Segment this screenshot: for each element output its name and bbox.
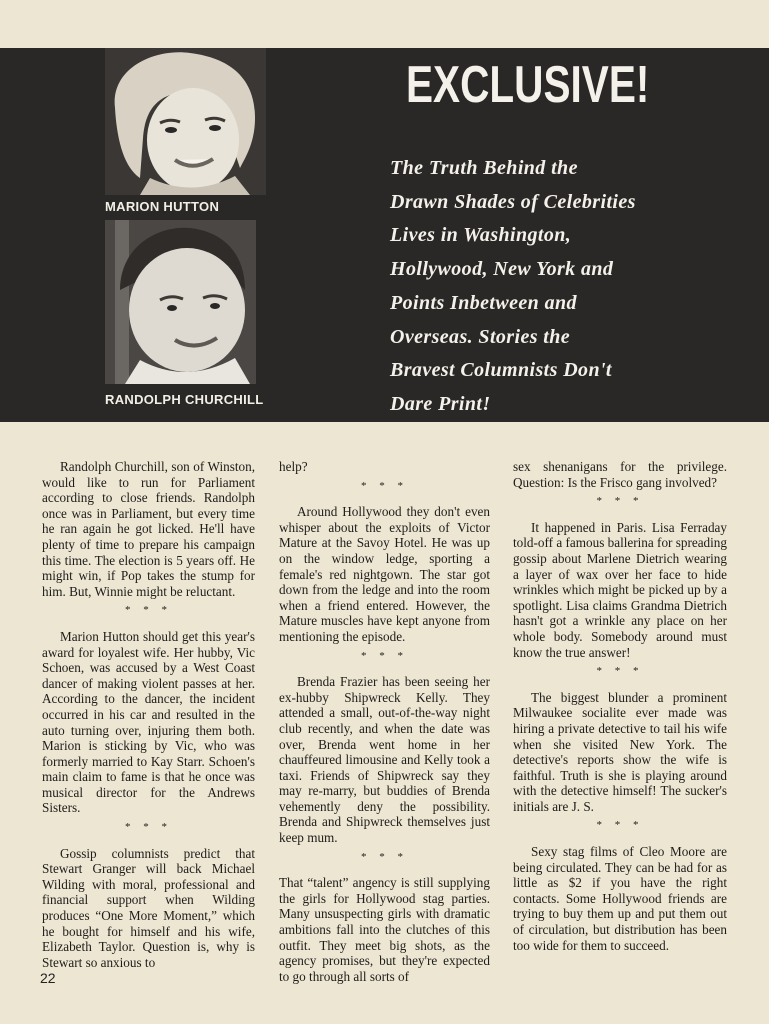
article-paragraph: That “talent” angency is still supplying the girls for Hollywood stag parties. Many unsuspecting girls with dramatic ambitions fall into the clutches of this outfit. They meet big shots, as the agency promises, but they're expected to go through all sorts of bbox=[279, 875, 490, 984]
article-paragraph: Around Hollywood they don't even whisper about the exploits of Victor Mature at the Savoy Hotel. He was up on the window ledge, sporting a female's red nightgown. The star got down from the ledge and into the room when a friend entered. However, the Mature muscles have kept anyone from mentioning the episode. bbox=[279, 504, 490, 644]
section-separator: * * * bbox=[596, 495, 644, 508]
article-paragraph: Marion Hutton should get this year's award for loyalest wife. Her hubby, Vic Schoen, was accused by a West Coast dancer of making violent passes at her. According to the dancer, the incident occurred in his car and resulted in the auto turning over, injuring them both. Marion is sticking by Vic, who was formerly married to Kay Starr. Schoen's main claim to fame is that he once was musical director for the Andrews Sisters. bbox=[42, 628, 255, 816]
section-separator: * * * bbox=[125, 821, 172, 834]
deck-line: Hollywood, New York and bbox=[390, 258, 614, 281]
article-paragraph: Gossip columnists predict that Stewart Granger will back Michael Wilding with moral, professional and financial support when Wilding produces “One More Moment,” which he bought for himself and his wife, Elizabeth Taylor. Question is, why is Stewart so anxious to bbox=[42, 845, 255, 970]
deck-line: Overseas. Stories the bbox=[390, 325, 571, 348]
deck-line: Drawn Shades of Celebrities bbox=[390, 190, 636, 213]
article-paragraph-continued: help? bbox=[279, 459, 308, 474]
article-column-3 bbox=[513, 459, 727, 953]
deck-line: Points Inbetween and bbox=[390, 291, 577, 314]
article-paragraph: The biggest blunder a prominent Milwaukee socialite ever made was hiring a private detective to tail his wife when she visited New York. The detective's reports show the wife is faithful. Truth is she is playing around with the detective himself! The sucker's initials are J. S. bbox=[513, 689, 727, 814]
article-paragraph-continued: sex shenanigans for the privilege. Question: Is the Frisco gang involved? bbox=[513, 459, 727, 490]
deck-line: Bravest Columnists Don't bbox=[390, 359, 612, 382]
article-column-2 bbox=[279, 459, 490, 984]
article-paragraph: Sexy stag films of Cleo Moore are being circulated. They can be had for as little as $2 if you have the right contacts. Some Hollywood friends are trying to buy them up and put them out of circulation, but distribution has been too wide for them to succeed. bbox=[513, 844, 727, 953]
article-column-1 bbox=[42, 459, 255, 970]
deck-line: Dare Print! bbox=[390, 392, 491, 415]
article-paragraph: It happened in Paris. Lisa Ferraday told-off a famous ballerina for spreading gossip about Marlene Dietrich wearing a layer of wax over her face to hide wrinkles which might be picked up by a spotlight. Lisa claims Grandma Dietrich hasn't got a wrinkle any place on her whole body. Somebody around must know the true answer! bbox=[513, 519, 727, 660]
deck-subhead bbox=[390, 152, 750, 422]
marion-hutton-caption: MARION HUTTON bbox=[105, 199, 220, 214]
section-separator: * * * bbox=[361, 850, 408, 863]
headline: EXCLUSIVE! bbox=[406, 56, 650, 114]
randolph-churchill-caption: RANDOLPH CHURCHILL bbox=[105, 392, 264, 407]
marion-hutton-photo bbox=[105, 48, 266, 195]
section-separator: * * * bbox=[361, 479, 408, 492]
randolph-churchill-photo bbox=[105, 220, 256, 384]
section-separator: * * * bbox=[596, 819, 644, 832]
article-paragraph: Randolph Churchill, son of Winston, would like to run for Parliament according to close friends. Randolph once was in Parliament, but every time he ran again he got licked. He'll have plenty of time to prepare his campaign this time. The election is 5 years off. He might win, if Pop takes the stump for him. But, Winnie might be reluctant. bbox=[42, 459, 255, 599]
deck-line: Lives in Washington, bbox=[390, 224, 572, 247]
page-number: 22 bbox=[40, 970, 56, 986]
deck-line: The Truth Behind the bbox=[390, 157, 578, 179]
article-paragraph: Brenda Frazier has been seeing her ex-hubby Shipwreck Kelly. They attended a small, out-of-the-way night club recently, and when the date was over, Brenda went home in her chauffeured limousine and Kelly took a taxi. Friends of Shipwreck say they may re-marry, but buddies of Brenda vehemently deny the possibility. Brenda and Shipwreck themselves just keep mum. bbox=[279, 674, 490, 846]
section-separator: * * * bbox=[596, 665, 644, 678]
section-separator: * * * bbox=[361, 649, 408, 662]
section-separator: * * * bbox=[125, 604, 172, 617]
